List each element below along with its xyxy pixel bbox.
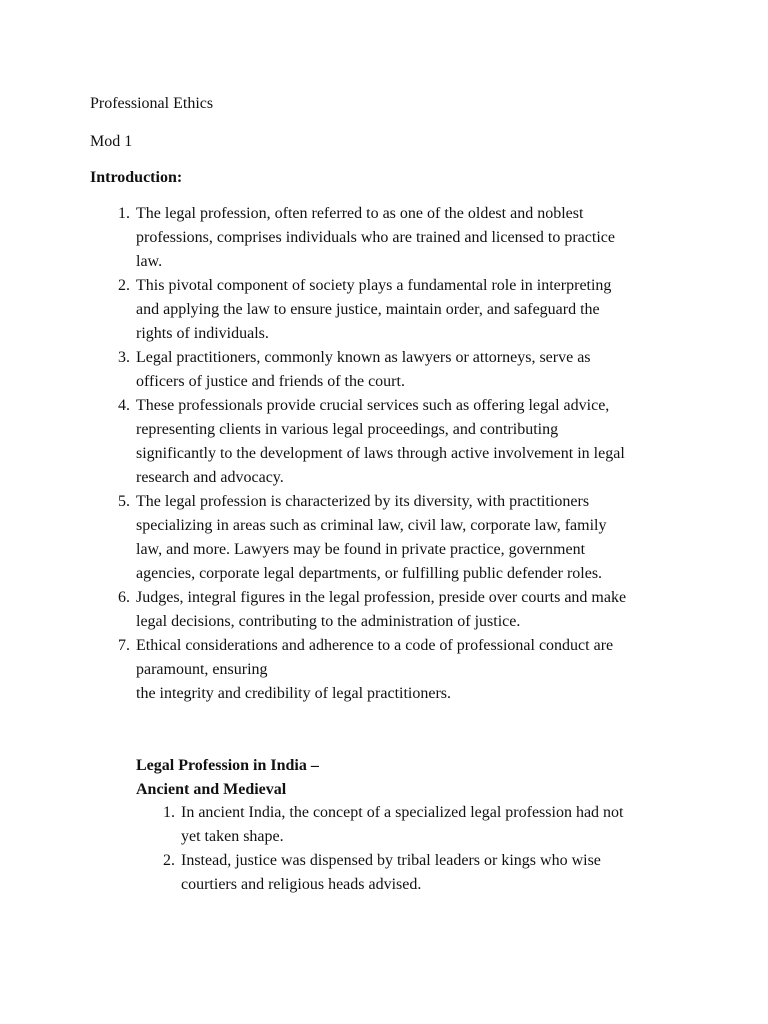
section-subheading: Ancient and Medieval <box>136 781 287 798</box>
list-item-number: 5. <box>118 493 130 510</box>
list-item-line: rights of individuals. <box>136 325 269 342</box>
list-item-number: 6. <box>118 589 130 606</box>
section-heading: Legal Profession in India – <box>136 757 319 774</box>
list-item-line: This pivotal component of society plays a fundamental role in interpreting <box>136 277 612 294</box>
list-item-line: law, and more. Lawyers may be found in private practice, government <box>136 541 586 558</box>
list-item-line: representing clients in various legal proceedings, and contributing <box>136 421 559 438</box>
list-item-line: significantly to the development of laws through active involvement in legal <box>136 445 625 462</box>
list-item-line: The legal profession, often referred to as one of the oldest and noblest <box>136 205 584 222</box>
list-item-line: paramount, ensuring <box>136 661 268 678</box>
list-item-number: 2. <box>118 277 130 294</box>
list-item-line: In ancient India, the concept of a specialized legal profession had not <box>181 804 624 821</box>
list-item-number: 2. <box>163 852 175 869</box>
list-item-line: These professionals provide crucial services such as offering legal advice, <box>136 397 610 414</box>
intro-heading: Introduction: <box>90 169 183 186</box>
list-item-line: courtiers and religious heads advised. <box>181 876 422 893</box>
list-item-line: Legal practitioners, commonly known as lawyers or attorneys, serve as <box>136 349 591 366</box>
list-item-line: Judges, integral figures in the legal profession, preside over courts and make <box>136 589 627 606</box>
list-item-line: agencies, corporate legal departments, or fulfilling public defender roles. <box>136 565 603 582</box>
list-item-line: The legal profession is characterized by its diversity, with practitioners <box>136 493 590 510</box>
list-item-line: yet taken shape. <box>181 828 284 845</box>
document-title: Professional Ethics <box>90 95 214 112</box>
list-item-line: officers of justice and friends of the court. <box>136 373 405 390</box>
list-item-line: and applying the law to ensure justice, maintain order, and safeguard the <box>136 301 600 318</box>
list-item-line: professions, comprises individuals who are trained and licensed to practice <box>136 229 615 246</box>
list-item-line: Ethical considerations and adherence to a code of professional conduct are <box>136 637 614 654</box>
list-item-number: 1. <box>118 205 130 222</box>
list-item-number: 3. <box>118 349 130 366</box>
module-label: Mod 1 <box>90 133 133 150</box>
list-item-line: Instead, justice was dispensed by tribal leaders or kings who wise <box>181 852 601 869</box>
list-item-number: 1. <box>163 804 175 821</box>
list-item-line: law. <box>136 253 163 270</box>
list-item-line: legal decisions, contributing to the administration of justice. <box>136 613 521 630</box>
list-item-line: research and advocacy. <box>136 469 284 486</box>
list-item-line: the integrity and credibility of legal practitioners. <box>136 685 452 702</box>
list-item-number: 4. <box>118 397 130 414</box>
list-item-line: specializing in areas such as criminal law, civil law, corporate law, family <box>136 517 607 534</box>
list-item-number: 7. <box>118 637 130 654</box>
